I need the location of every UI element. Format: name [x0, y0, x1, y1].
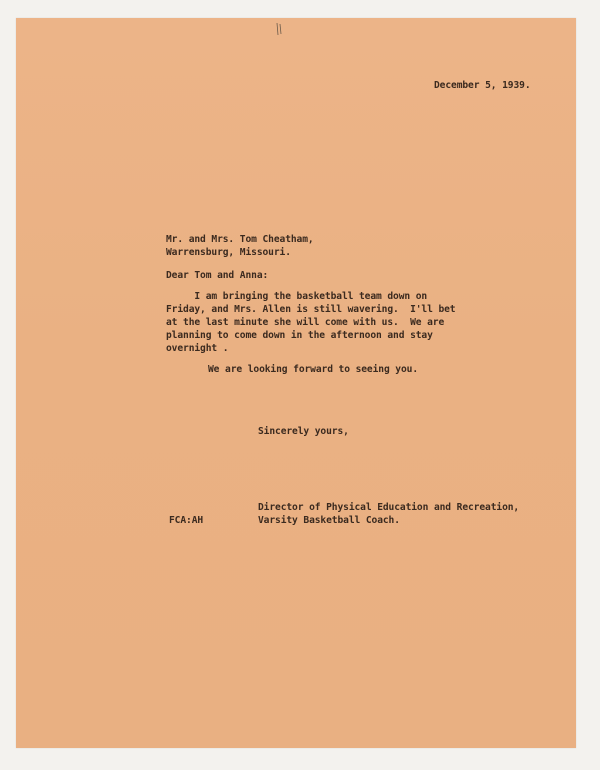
typist-initials: FCA:AH — [169, 515, 204, 526]
letter-date: December 5, 1939. — [434, 80, 531, 91]
salutation: Dear Tom and Anna: — [166, 270, 269, 281]
body-line-5: overnight . — [166, 343, 229, 354]
body-line-2: Friday, and Mrs. Allen is still wavering. I'll bet — [166, 304, 456, 315]
pencil-mark-icon — [275, 22, 283, 36]
signature-title-1: Director of Physical Education and Recreation, — [258, 502, 520, 513]
signature-title-2: Varsity Basketball Coach. — [258, 515, 400, 526]
letter-page — [16, 18, 576, 748]
body-line-1: I am bringing the basketball team down on — [166, 291, 428, 302]
body-line-4: planning to come down in the afternoon and stay — [166, 330, 433, 341]
recipient-name: Mr. and Mrs. Tom Cheatham, — [166, 234, 314, 245]
closing-paragraph: We are looking forward to seeing you. — [208, 364, 419, 375]
recipient-address: Warrensburg, Missouri. — [166, 247, 291, 258]
body-line-3: at the last minute she will come with us. We are — [166, 317, 445, 328]
complimentary-close: Sincerely yours, — [258, 426, 349, 437]
